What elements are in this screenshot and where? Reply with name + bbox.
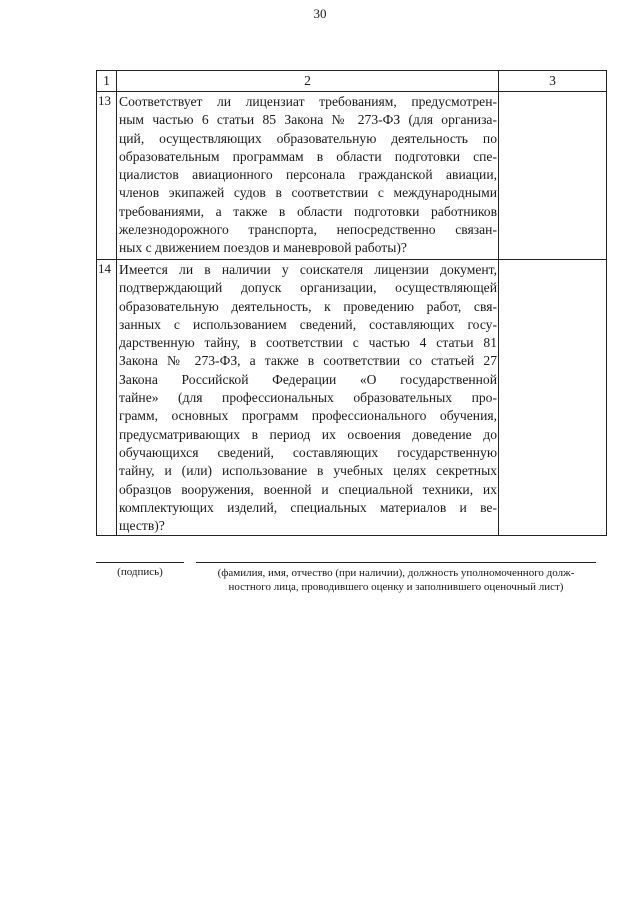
page-number: 30: [313, 6, 327, 21]
question-line: образовательным программам в области подготовки спе-: [119, 148, 497, 164]
question-line: членов экипажей судов в соответствии с международными: [119, 185, 497, 201]
question-text: [117, 92, 499, 260]
question-line: железнодорожного транспорта, непосредственно связан-: [119, 222, 497, 238]
header-col-3: 3: [499, 71, 607, 92]
table-header-row: [97, 71, 607, 92]
table-row: [97, 92, 607, 260]
row-number: 14: [97, 260, 117, 536]
question-line: тайне» (для профессиональных образовательных про-: [119, 390, 497, 406]
row-number: 13: [97, 92, 117, 260]
question-line: занных с использованием сведений, составляющих госу-: [119, 316, 497, 332]
checklist-table: [96, 70, 607, 536]
signature-caption: (подпись): [117, 566, 163, 578]
question-line: Имеется ли в наличии у соискателя лицензии документ,: [119, 262, 497, 277]
question-line: предусматривающих в период их освоения доведение до: [119, 426, 497, 442]
question-line: циалистов авиационного персонала гражданской авиации,: [119, 167, 497, 183]
question-line: Закона Российской Федерации «О государственной: [119, 371, 497, 387]
question-line: образцов вооружения, военной и специальной техники, их: [119, 481, 497, 497]
question-line: требованиями, а также в области подготовки работников: [119, 203, 497, 219]
question-line: ных с движением поездов и маневровой работы)?: [119, 240, 407, 256]
header-col-1: 1: [97, 71, 117, 92]
answer-cell[interactable]: [499, 92, 607, 260]
question-line: обучающихся сведений, составляющих государственную: [119, 444, 497, 460]
question-line: Соответствует ли лицензиат требованиям, предусмотрен-: [119, 94, 497, 109]
signature-line: [96, 562, 184, 563]
question-line: грамм, основных программ профессионального обучения,: [119, 408, 497, 424]
question-line: комплектующих изделий, специальных материалов и ве-: [119, 499, 497, 515]
header-col-2: 2: [117, 71, 499, 92]
answer-cell[interactable]: [499, 260, 607, 536]
official-caption-line-2: ностного лица, проводившего оценку и заполнившего оценочный лист): [228, 581, 564, 593]
question-line: подтверждающий допуск организации, осуществляющей: [119, 280, 497, 296]
question-text: [117, 260, 499, 536]
question-line: ций, осуществляющих образовательную деятельность по: [119, 130, 497, 146]
table-row: [97, 260, 607, 536]
official-caption-line-1: (фамилия, имя, отчество (при наличии), должность уполномоченного долж-: [217, 567, 575, 579]
question-line: дарственную тайну, в соответствии с частью 4 статьи 81: [119, 335, 497, 351]
question-line: образовательную деятельность, к проведению работ, свя-: [119, 298, 497, 314]
official-name-line: [196, 562, 596, 563]
question-line: ным частью 6 статьи 85 Закона № 273-ФЗ (для организа-: [119, 112, 497, 128]
question-line: тайну, и (или) использование в учебных целях секретных: [119, 463, 497, 479]
question-line: Закона № 273-ФЗ, а также в соответствии со статьей 27: [119, 353, 497, 369]
official-caption: [196, 566, 596, 594]
question-line: ществ)?: [119, 518, 165, 534]
